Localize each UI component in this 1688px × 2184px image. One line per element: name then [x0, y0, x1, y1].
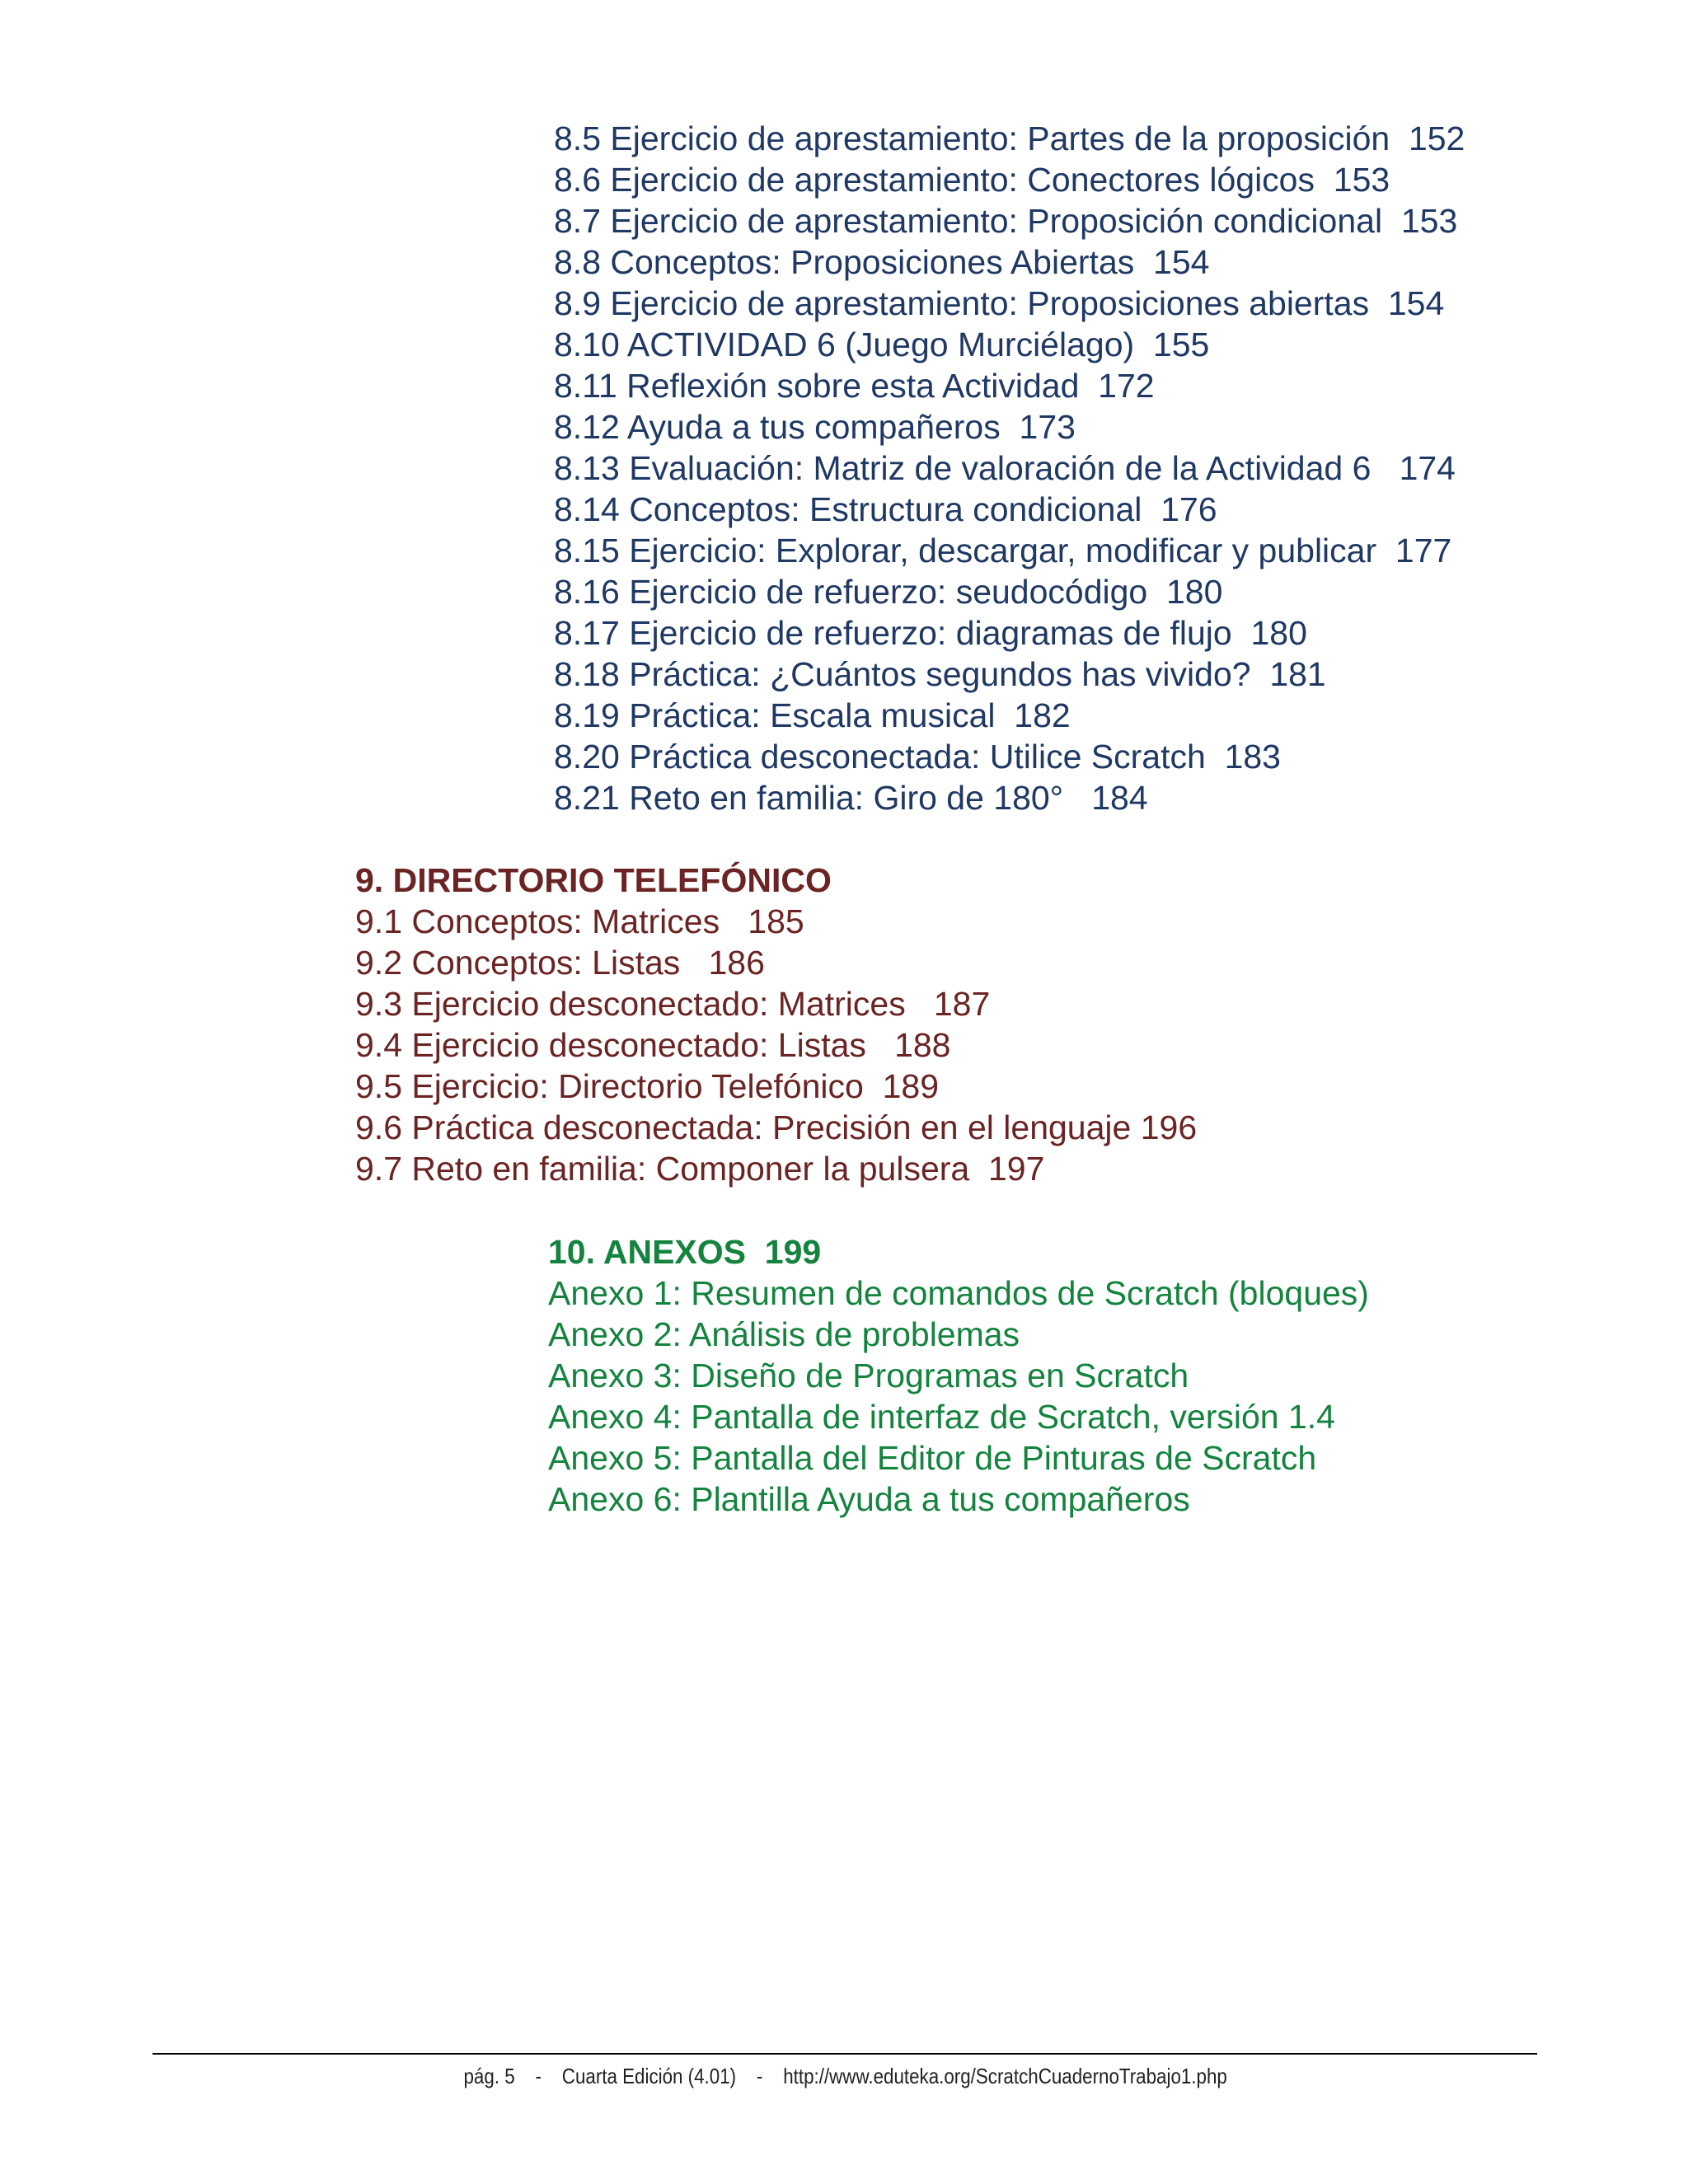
toc-entry: Anexo 1: Resumen de comandos de Scratch (bloques): [548, 1274, 1369, 1312]
toc-section-9: [355, 860, 1197, 1189]
toc-entry: 8.13 Evaluación: Matriz de valoración de la Actividad 6 174: [554, 449, 1456, 487]
toc-entry: 8.15 Ejercicio: Explorar, descargar, modificar y publicar 177: [554, 532, 1452, 569]
toc-entry: 8.16 Ejercicio de refuerzo: seudocódigo 180: [554, 573, 1223, 611]
toc-entry: 9.3 Ejercicio desconectado: Matrices 187: [355, 985, 991, 1023]
toc-entry: 9.6 Práctica desconectada: Precisión en el lenguaje 196: [355, 1108, 1198, 1146]
toc-entry: 8.17 Ejercicio de refuerzo: diagramas de flujo 180: [554, 614, 1307, 652]
toc-entry: 8.20 Práctica desconectada: Utilice Scratch 183: [554, 738, 1281, 776]
toc-entry: 8.18 Práctica: ¿Cuántos segundos has vivido? 181: [554, 655, 1326, 693]
toc-entry: 8.6 Ejercicio de aprestamiento: Conectores lógicos 153: [554, 161, 1390, 199]
toc-entry: 9.1 Conceptos: Matrices 185: [355, 902, 804, 940]
toc-entry: 9.4 Ejercicio desconectado: Listas 188: [355, 1026, 951, 1064]
toc-entry: 9.5 Ejercicio: Directorio Telefónico 189: [355, 1067, 939, 1105]
section-heading: 9. DIRECTORIO TELEFÓNICO: [355, 861, 832, 899]
toc-entry: 8.10 ACTIVIDAD 6 (Juego Murciélago) 155: [554, 326, 1210, 363]
toc-section-8: [554, 118, 1465, 818]
toc-entry: 8.11 Reflexión sobre esta Actividad 172: [554, 367, 1155, 405]
toc-entry: 9.7 Reto en familia: Componer la pulsera 197: [355, 1150, 1045, 1188]
toc-entry: Anexo 3: Diseño de Programas en Scratch: [548, 1357, 1189, 1394]
toc-entry: 8.12 Ayuda a tus compañeros 173: [554, 408, 1076, 446]
toc-entry: 8.5 Ejercicio de aprestamiento: Partes de la proposición 152: [554, 120, 1465, 157]
footer-divider: [152, 2053, 1537, 2055]
toc-entry: 8.14 Conceptos: Estructura condicional 176: [554, 490, 1217, 528]
toc-entry: Anexo 5: Pantalla del Editor de Pinturas de Scratch: [548, 1439, 1317, 1477]
toc-entry: 8.8 Conceptos: Proposiciones Abiertas 154: [554, 243, 1210, 281]
toc-section-10: [548, 1231, 1369, 1520]
toc-entry: Anexo 2: Análisis de problemas: [548, 1315, 1020, 1353]
toc-entry: 8.21 Reto en familia: Giro de 180° 184: [554, 779, 1148, 817]
toc-entry: 8.19 Práctica: Escala musical 182: [554, 696, 1071, 734]
toc-entry: Anexo 4: Pantalla de interfaz de Scratch, versión 1.4: [548, 1398, 1335, 1436]
toc-entry: 9.2 Conceptos: Listas 186: [355, 944, 765, 982]
page-footer: pág. 5 - Cuarta Edición (4.01) - http://www.eduteka.org/ScratchCuadernoTrabajo1.php: [463, 2064, 1227, 2088]
toc-entry: 8.7 Ejercicio de aprestamiento: Proposición condicional 153: [554, 202, 1458, 240]
toc-entry: 8.9 Ejercicio de aprestamiento: Proposiciones abiertas 154: [554, 284, 1445, 322]
section-heading: 10. ANEXOS 199: [548, 1233, 822, 1271]
toc-entry: Anexo 6: Plantilla Ayuda a tus compañeros: [548, 1480, 1190, 1518]
